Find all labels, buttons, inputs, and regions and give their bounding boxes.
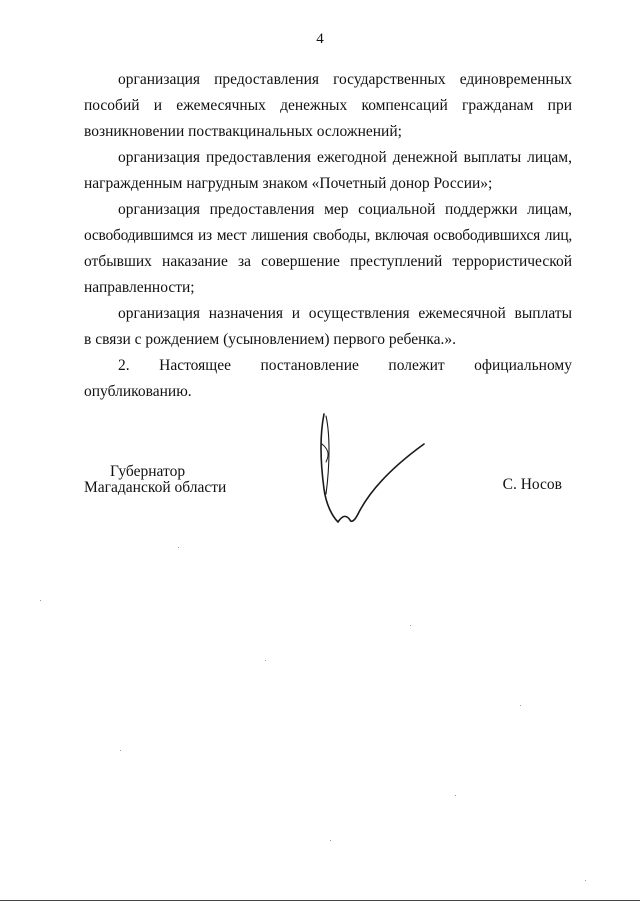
paragraph-3-line-2: освободившимся из мест лишения свободы, включая освободившихся лиц, (84, 227, 572, 244)
paragraph-1-line-1: организация предоставления государственных единовременных (118, 71, 572, 88)
scan-speck (120, 750, 121, 751)
paragraph-3-line-1: организация предоставления мер социальной поддержки лицам, (118, 201, 572, 218)
scan-speck (330, 840, 331, 841)
paragraph-3-line-3: отбывших наказание за совершение преступлений террористической (84, 253, 572, 270)
paragraph-1-line-2: пособий и ежемесячных денежных компенсаций гражданам при (84, 97, 572, 114)
page-number: 4 (316, 31, 324, 47)
paragraph-2-line-2: награжденным нагрудным знаком «Почетный донор России»; (84, 175, 493, 192)
paragraph-3-line-4: направленности; (84, 279, 195, 296)
scan-speck (410, 625, 411, 626)
scan-speck (585, 880, 586, 881)
scan-speck (178, 547, 179, 548)
paragraph-4-line-1: организация назначения и осуществления ежемесячной выплаты (118, 305, 572, 322)
scan-bottom-edge (0, 900, 640, 901)
scan-speck (455, 795, 456, 796)
region-name: Магаданской области (84, 479, 227, 496)
scan-speck (520, 705, 521, 706)
paragraph-5-line-2: опубликованию. (84, 383, 192, 400)
paragraph-2-line-1: организация предоставления ежегодной денежной выплаты лицам, (118, 149, 572, 166)
paragraph-4-line-2: в связи с рождением (усыновлением) первого ребенка.». (84, 331, 457, 348)
paragraph-5-line-1: 2. Настоящее постановление полежит официальному (118, 357, 572, 374)
scan-speck (40, 600, 41, 601)
signer-name: С. Носов (502, 476, 562, 493)
handwritten-signature (306, 404, 436, 534)
scan-speck (265, 660, 266, 661)
governor-title: Губернатор (110, 463, 186, 480)
paragraph-1-line-3: возникновении поствакцинальных осложнений; (84, 123, 402, 140)
